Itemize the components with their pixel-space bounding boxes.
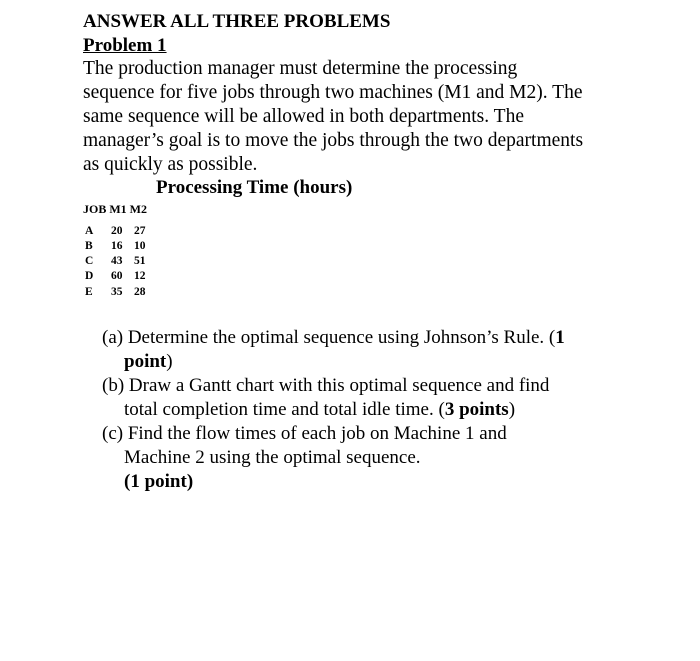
question-c-cont: Machine 2 using the optimal sequence. bbox=[124, 447, 421, 468]
m2-value: 12 bbox=[134, 270, 146, 282]
intro-line: as quickly as possible. bbox=[83, 154, 258, 175]
intro-line: The production manager must determine the processing bbox=[83, 58, 518, 79]
problem-title: Problem 1 bbox=[83, 35, 167, 56]
question-b-cont bbox=[124, 399, 515, 421]
question-b-points: 3 points bbox=[444, 399, 509, 420]
m2-value: 27 bbox=[134, 225, 146, 237]
intro-line: same sequence will be allowed in both departments. The bbox=[83, 106, 524, 127]
question-b: (b) Draw a Gantt chart with this optimal sequence and find bbox=[102, 375, 550, 396]
job-label: A bbox=[85, 225, 94, 237]
job-label: E bbox=[85, 286, 93, 298]
m2-value: 51 bbox=[134, 255, 146, 267]
question-c: (c) Find the flow times of each job on Machine 1 and bbox=[102, 423, 507, 444]
question-a bbox=[102, 327, 565, 349]
question-a-close: ) bbox=[166, 351, 173, 372]
job-label: B bbox=[85, 240, 93, 252]
m1-value: 43 bbox=[111, 255, 123, 267]
m1-value: 60 bbox=[111, 270, 123, 282]
question-b-close: ) bbox=[508, 399, 516, 420]
m1-value: 16 bbox=[111, 240, 123, 252]
job-label: C bbox=[85, 255, 94, 267]
table-title: Processing Time (hours) bbox=[156, 177, 353, 198]
question-c-points: (1 point) bbox=[124, 471, 194, 492]
m2-value: 10 bbox=[134, 240, 146, 252]
m1-value: 20 bbox=[111, 225, 123, 237]
intro-line: manager’s goal is to move the jobs through the two departments bbox=[83, 130, 584, 151]
question-a-points: 1 bbox=[555, 327, 565, 348]
intro-line: sequence for five jobs through two machines (M1 and M2). The bbox=[83, 82, 583, 103]
job-label: D bbox=[85, 270, 94, 282]
m1-value: 35 bbox=[111, 286, 123, 298]
question-a-points-label: point bbox=[124, 351, 167, 372]
question-a-cont bbox=[124, 351, 173, 373]
table-header: JOB M1 M2 bbox=[83, 202, 147, 216]
question-b-text: total completion time and total idle time. ( bbox=[124, 399, 445, 420]
question-a-text: (a) Determine the optimal sequence using Johnson’s Rule. ( bbox=[102, 327, 556, 348]
page-header: ANSWER ALL THREE PROBLEMS bbox=[83, 11, 391, 32]
m2-value: 28 bbox=[134, 286, 146, 298]
